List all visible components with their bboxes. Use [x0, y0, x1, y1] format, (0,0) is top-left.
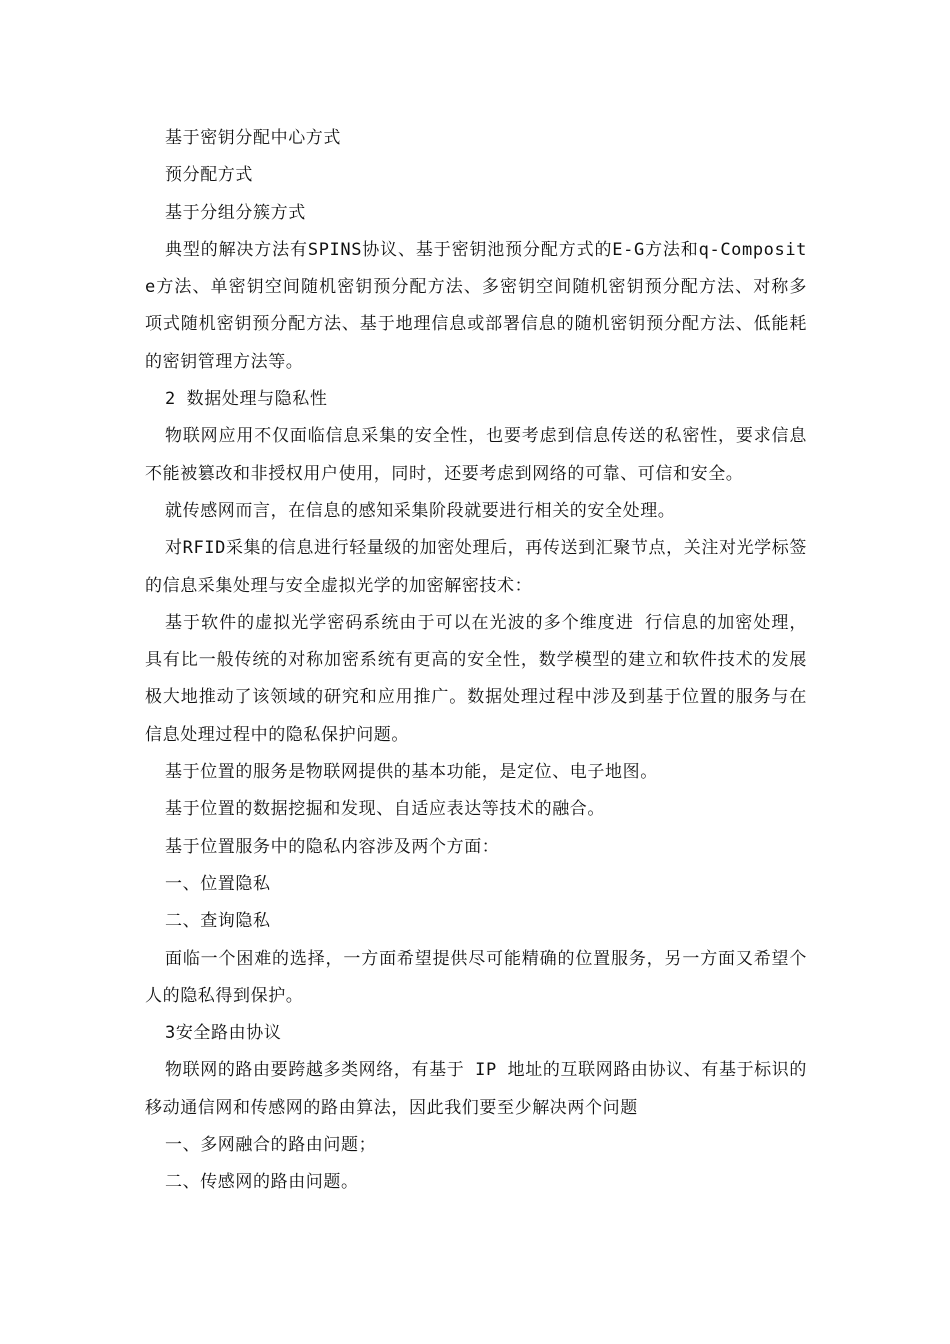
paragraph-sensor-network: 就传感网而言，在信息的感知采集阶段就要进行相关的安全处理。	[165, 500, 676, 521]
paragraph-routing: 物联网的路由要跨越多类网络，有基于 IP 地址的互联网路由协议、有基于标识的移动通信网和传感网的路由算法，因此我们要至少解决两个问题	[145, 1060, 807, 1118]
section-heading-data-privacy: 2 数据处理与隐私性	[165, 389, 328, 410]
paragraph-predistribution: 预分配方式	[165, 165, 253, 186]
list-item-multi-network-routing: 一、多网融合的路由问题；	[165, 1135, 377, 1156]
paragraph-lbs-mining: 基于位置的数据挖掘和发现、自适应表达等技术的融合。	[165, 799, 605, 820]
list-item-query-privacy: 二、查询隐私	[165, 911, 271, 932]
list-item-location-privacy: 一、位置隐私	[165, 873, 271, 894]
section-heading-secure-routing: 3安全路由协议	[165, 1023, 282, 1044]
paragraph-virtual-optics: 基于软件的虚拟光学密码系统由于可以在光波的多个维度进 行信息的加密处理，具有比一般传统的对称加密系统有更高的安全性，数学模型的建立和软件技术的发展极大地推动了该领域的研究和应用推广。数据处理过程中涉及到基于位置的服务与在信息处理过程中的隐私保护问题。	[145, 612, 807, 745]
paragraph-lbs-function: 基于位置的服务是物联网提供的基本功能，是定位、电子地图。	[165, 762, 658, 783]
list-item-sensor-routing: 二、传感网的路由问题。	[165, 1172, 359, 1193]
paragraph-typical-methods: 典型的解决方法有SPINS协议、基于密钥池预分配方式的E-G方法和q-Composite方法、单密钥空间随机密钥预分配方法、多密钥空间随机密钥预分配方法、对称多项式随机密钥预分配方法、基于地理信息或部署信息的随机密钥预分配方法、低能耗的密钥管理方法等。	[145, 239, 807, 372]
paragraph-rfid: 对RFID采集的信息进行轻量级的加密处理后，再传送到汇聚节点，关注对光学标签的信息采集处理与安全虚拟光学的加密解密技术：	[145, 538, 807, 596]
paragraph-dilemma: 面临一个困难的选择，一方面希望提供尽可能精确的位置服务，另一方面又希望个人的隐私得到保护。	[145, 948, 807, 1006]
document-body	[145, 120, 807, 1202]
paragraph-iot-privacy: 物联网应用不仅面临信息采集的安全性，也要考虑到信息传送的私密性，要求信息不能被篡改和非授权用户使用，同时，还要考虑到网络的可靠、可信和安全。	[145, 426, 807, 484]
paragraph-lbs-privacy: 基于位置服务中的隐私内容涉及两个方面：	[165, 836, 500, 857]
paragraph-clustering: 基于分组分簇方式	[165, 202, 306, 223]
paragraph-kdc: 基于密钥分配中心方式	[165, 128, 341, 148]
